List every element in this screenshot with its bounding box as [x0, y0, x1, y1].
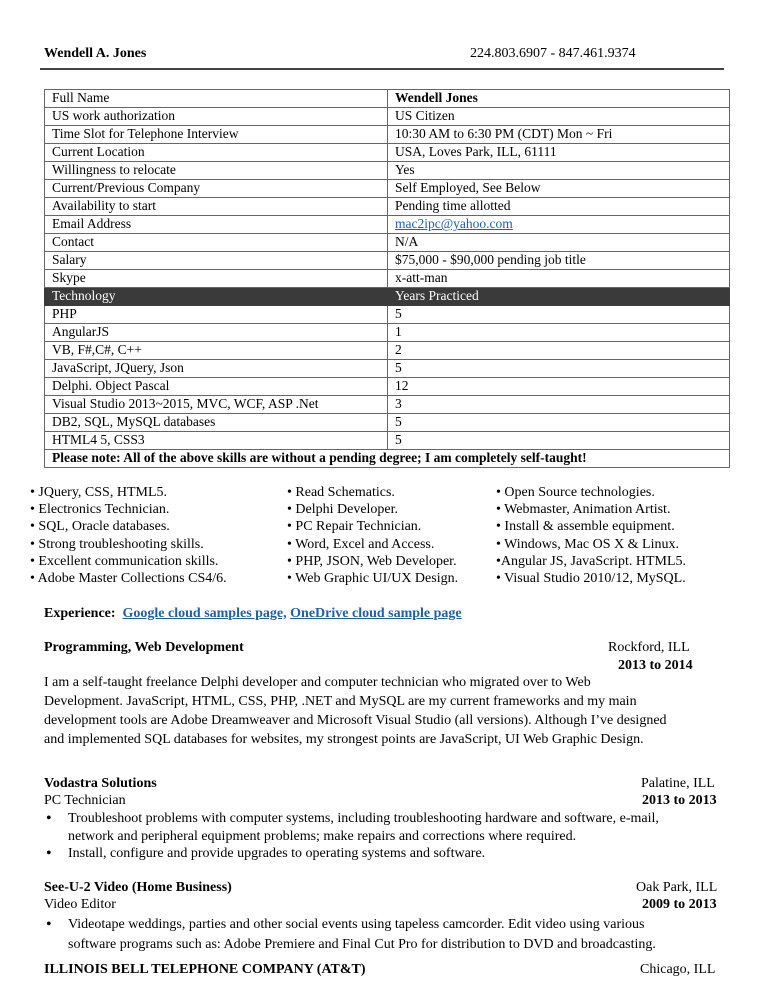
resume-header [44, 46, 724, 62]
row-value: Yes [388, 162, 730, 180]
job1-location: Rockford, ILL [608, 640, 690, 655]
experience-label: Experience: [44, 606, 116, 621]
tech-row [45, 360, 730, 378]
skill-item: • Electronics Technician. [30, 502, 170, 518]
row-value: N/A [388, 234, 730, 252]
experience-line [44, 606, 462, 622]
skill-item: • PC Repair Technician. [287, 519, 422, 535]
skill-item: • SQL, Oracle databases. [30, 519, 170, 535]
row-label: Time Slot for Telephone Interview [45, 126, 388, 144]
job2-location: Palatine, ILL [641, 776, 715, 791]
row-label: Willingness to relocate [45, 162, 388, 180]
row-label: VB, F#,C#, C++ [45, 342, 388, 360]
skills-column-2 [287, 484, 458, 587]
info-row [45, 126, 730, 144]
tech-row [45, 414, 730, 432]
email-link[interactable]: mac2ipc@yahoo.com [395, 216, 513, 232]
job2-duty: • Troubleshoot problems with computer systems, including troubleshooting hardware and software, e-mail, network and peripheral equipment problems; make repairs and corrections where required. [44, 810, 734, 845]
row-label: US work authorization [45, 108, 388, 126]
skill-item: • Install & assemble equipment. [496, 519, 675, 535]
row-label: Current/Previous Company [45, 180, 388, 198]
row-value: 2 [388, 342, 730, 360]
job4-company: ILLINOIS BELL TELEPHONE COMPANY (AT&T) [44, 962, 366, 977]
onedrive-samples-link[interactable]: OneDrive cloud sample page [290, 606, 462, 621]
row-value: $75,000 - $90,000 pending job title [388, 252, 730, 270]
row-value: 3 [388, 396, 730, 414]
row-value: Self Employed, See Below [388, 180, 730, 198]
skill-item: • Adobe Master Collections CS4/6. [30, 571, 227, 587]
info-row [45, 252, 730, 270]
row-label: Full Name [45, 90, 388, 108]
skill-item: • PHP, JSON, Web Developer. [287, 553, 457, 569]
row-value: 5 [388, 432, 730, 450]
info-row [45, 180, 730, 198]
row-label: Visual Studio 2013~2015, MVC, WCF, ASP .Net [45, 396, 388, 414]
info-row [45, 108, 730, 126]
row-label: Availability to start [45, 198, 388, 216]
skill-item: • JQuery, CSS, HTML5. [30, 485, 167, 500]
job4-location: Chicago, ILL [640, 962, 716, 977]
skill-item: • Webmaster, Animation Artist. [496, 502, 671, 518]
info-row [45, 90, 730, 108]
candidate-info-table [44, 89, 730, 468]
skill-item: • Visual Studio 2010/12, MySQL. [496, 571, 686, 587]
row-value: x-att-man [388, 270, 730, 288]
skill-item: • Delphi Developer. [287, 502, 399, 518]
row-value: USA, Loves Park, ILL, 61111 [388, 144, 730, 162]
job3-duty: • Videotape weddings, parties and other social events using tapeless camcorder. Edit video using various software programs such as: Adobe Premiere and Final Cut Pro for distribution to DVD and broadcasting. [44, 915, 734, 955]
row-label: Current Location [45, 144, 388, 162]
skill-item: • Open Source technologies. [496, 485, 655, 500]
tech-header-row [45, 288, 730, 306]
skill-item: • Word, Excel and Access. [287, 536, 435, 552]
job1-line: and implemented SQL databases for websites, my strongest points are JavaScript, UI Web Graphic Design. [44, 732, 644, 747]
job3-role: Video Editor [44, 897, 116, 912]
job2-dates: 2013 to 2013 [642, 793, 717, 808]
tech-row [45, 378, 730, 396]
row-label: Delphi. Object Pascal [45, 378, 388, 396]
tech-row [45, 324, 730, 342]
row-label: HTML4 5, CSS3 [45, 432, 388, 450]
row-value: 5 [388, 414, 730, 432]
row-value: 5 [388, 306, 730, 324]
row-label: Skype [45, 270, 388, 288]
row-value: 5 [388, 360, 730, 378]
tech-row [45, 432, 730, 450]
info-row [45, 234, 730, 252]
row-value: 1 [388, 324, 730, 342]
job1-dates: 2013 to 2014 [618, 658, 693, 673]
skills-column-3 [496, 484, 686, 587]
job1-line: development tools are Adobe Dreamweaver and Microsoft Visual Studio (all versions). Although I’ve designed [44, 713, 667, 728]
job1-line: Development. JavaScript, HTML, CSS, PHP, .NET and MySQL are my current frameworks and my main [44, 694, 637, 709]
phone-numbers: 224.803.6907 - 847.461.9374 [470, 46, 636, 61]
row-value: 10:30 AM to 6:30 PM (CDT) Mon ~ Fri [388, 126, 730, 144]
info-row [45, 162, 730, 180]
row-label: AngularJS [45, 324, 388, 342]
row-label: Contact [45, 234, 388, 252]
job3-dates: 2009 to 2013 [642, 897, 717, 912]
skills-column-1 [30, 484, 227, 587]
row-value: 12 [388, 378, 730, 396]
job2-role: PC Technician [44, 793, 126, 808]
info-row [45, 270, 730, 288]
row-value: Pending time allotted [388, 198, 730, 216]
skill-item: • Strong troubleshooting skills. [30, 536, 204, 552]
job3-duties [44, 915, 734, 955]
skill-item: • Excellent communication skills. [30, 553, 219, 569]
row-value [388, 216, 730, 234]
self-taught-note: Please note: All of the above skills are without a pending degree; I am completely self-taught! [45, 450, 730, 468]
row-label: Salary [45, 252, 388, 270]
row-value: Wendell Jones [388, 90, 730, 108]
info-row [45, 216, 730, 234]
job2-duty: • Install, configure and provide upgrades to operating systems and software. [44, 845, 734, 863]
header-divider [40, 68, 724, 70]
row-label: DB2, SQL, MySQL databases [45, 414, 388, 432]
job3-location: Oak Park, ILL [636, 880, 718, 895]
tech-row [45, 396, 730, 414]
skill-item: • Windows, Mac OS X & Linux. [496, 536, 679, 552]
job1-line: I am a self-taught freelance Delphi developer and computer technician who migrated over to Web [44, 675, 591, 690]
job1-description [44, 673, 734, 749]
info-row [45, 198, 730, 216]
google-cloud-samples-link[interactable]: Google cloud samples page, [122, 606, 287, 621]
row-label: PHP [45, 306, 388, 324]
job2-company: Vodastra Solutions [44, 776, 157, 791]
row-label: Email Address [45, 216, 388, 234]
info-row [45, 144, 730, 162]
candidate-name: Wendell A. Jones [44, 46, 147, 61]
row-label: Technology [45, 288, 388, 306]
skill-item: • Web Graphic UI/UX Design. [287, 571, 459, 587]
row-value: US Citizen [388, 108, 730, 126]
row-value: Years Practiced [388, 288, 730, 306]
tech-row [45, 306, 730, 324]
skill-item: •Angular JS, JavaScript. HTML5. [496, 553, 686, 569]
skill-item: • Read Schematics. [287, 485, 395, 500]
row-label: JavaScript, JQuery, Json [45, 360, 388, 378]
job2-duties [44, 810, 734, 863]
job3-company: See-U-2 Video (Home Business) [44, 880, 232, 895]
note-row [45, 450, 730, 468]
tech-row [45, 342, 730, 360]
job1-title: Programming, Web Development [44, 640, 244, 655]
